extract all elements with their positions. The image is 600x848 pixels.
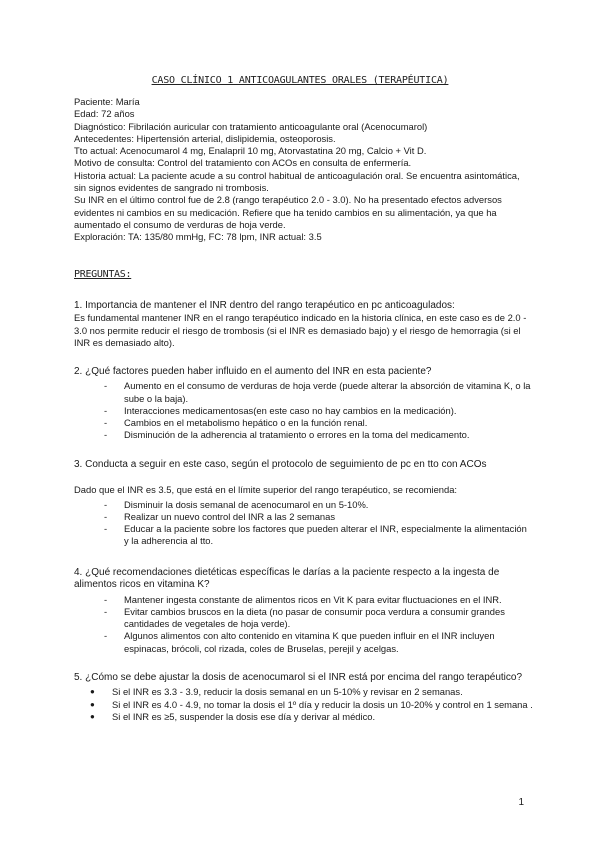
patient-age: Edad: 72 años [74,108,135,120]
question-5 [74,672,534,723]
patient-history: Antecedentes: Hipertensión arterial, dislipidemia, osteoporosis. [74,132,336,144]
question-1-answer: Es fundamental mantener INR en el rango terapéutico indicado en la historia clínica, en este caso es de 2.0 - 3.0 nos permite reducir el riesgo de trombosis (si el INR es demasiado bajo) y el riesgo de hemorragia (si el INR es demasiado alto). [74,312,527,348]
question-3-list [74,499,534,548]
list-item: - Algunos alimentos con alto contenido en vitamina K que pueden influir en el INR incluyen espinacas, brócoli, col rizada, coles de Bruselas, perejil y acelgas. [108,630,534,655]
list-item: - Mantener ingesta constante de alimentos ricos en Vit K para evitar fluctuaciones en el INR. [108,594,534,606]
question-4-title: 4. ¿Qué recomendaciones dietéticas específicas le darías a la paciente respecto a la ingesta de alimentos ricos en vitamina K? [74,567,500,591]
list-item: - Educar a la paciente sobre los factores que pueden alterar el INR, especialmente la alimentación y la adherencia al tto. [108,523,534,548]
question-4 [74,567,534,655]
patient-diagnosis: Diagnóstico: Fibrilación auricular con tratamiento anticoagulante oral (Acenocumarol) [74,120,428,132]
list-item: - Aumento en el consumo de verduras de hoja verde (puede alterar la absorción de vitamina K, o la sube o la baja). [108,380,534,405]
patient-exploration: Exploración: TA: 135/80 mmHg, FC: 78 lpm, INR actual: 3.5 [74,231,322,243]
list-item: ● Si el INR es ≥5, suspender la dosis ese día y derivar al médico. [90,711,534,723]
question-1 [74,300,534,349]
question-5-title: 5. ¿Cómo se debe ajustar la dosis de acenocumarol si el INR está por encima del rango terapéutico? [74,672,523,683]
question-3 [74,459,534,548]
patient-info [74,96,534,244]
question-2 [74,366,534,442]
question-3-title: 3. Conducta a seguir en este caso, según el protocolo de seguimiento de pc en tto con ACOs [74,459,487,470]
list-item: - Realizar un nuevo control del INR a las 2 semanas [108,511,534,523]
list-item: ● Si el INR es 4.0 - 4.9, no tomar la dosis el 1º día y reducir la dosis un 10-20% y control en 1 semana . [90,699,534,711]
question-2-title: 2. ¿Qué factores pueden haber influido en el aumento del INR en esta paciente? [74,366,432,377]
page-number: 1 [518,797,524,808]
list-item: - Cambios en el metabolismo hepático o en la función renal. [108,417,534,429]
question-5-list [74,686,534,723]
patient-current-history: Historia actual: La paciente acude a su control habitual de anticoagulación oral. Se encuentra asintomática, sin signos evidentes de sangrado ni trombosis. [74,169,520,194]
question-3-intro: Dado que el INR es 3.5, que está en el límite superior del rango terapéutico, se recomienda: [74,484,458,496]
questions-heading: PREGUNTAS: [74,269,132,280]
list-item: - Interacciones medicamentosas(en este caso no hay cambios en la medicación). [108,405,534,417]
list-item: - Evitar cambios bruscos en la dieta (no pasar de consumir poca verdura a consumir grandes cantidades de vegetales de hoja verde). [108,606,534,631]
document-title: CASO CLÍNICO 1 ANTICOAGULANTES ORALES (TERAPÉUTICA) [151,75,449,86]
question-2-list [74,380,534,441]
question-4-list [74,594,534,655]
patient-name: Paciente: María [74,96,140,107]
question-1-title: 1. Importancia de mantener el INR dentro del rango terapéutico en pc anticoagulados: [74,300,455,311]
list-item: - Disminución de la adherencia al tratamiento o errores en la toma del medicamento. [108,429,534,441]
list-item: ● Si el INR es 3.3 - 3.9, reducir la dosis semanal en un 5-10% y revisar en 2 semanas. [90,686,534,698]
list-item: - Disminuir la dosis semanal de acenocumarol en un 5-10%. [108,499,534,511]
patient-inr-history: Su INR en el último control fue de 2.8 (rango terapéutico 2.0 - 3.0). No ha presentado efectos adversos evidentes ni cambios en su medicación. Refiere que ha tenido cambios en su alimentación, ya que ha aumentado el consumo de verduras de hoja verde. [74,194,502,230]
patient-treatment: Tto actual: Acenocumarol 4 mg, Enalapril 10 mg, Atorvastatina 20 mg, Calcio + Vit D. [74,145,427,157]
patient-reason: Motivo de consulta: Control del tratamiento con ACOs en consulta de enfermería. [74,157,412,169]
